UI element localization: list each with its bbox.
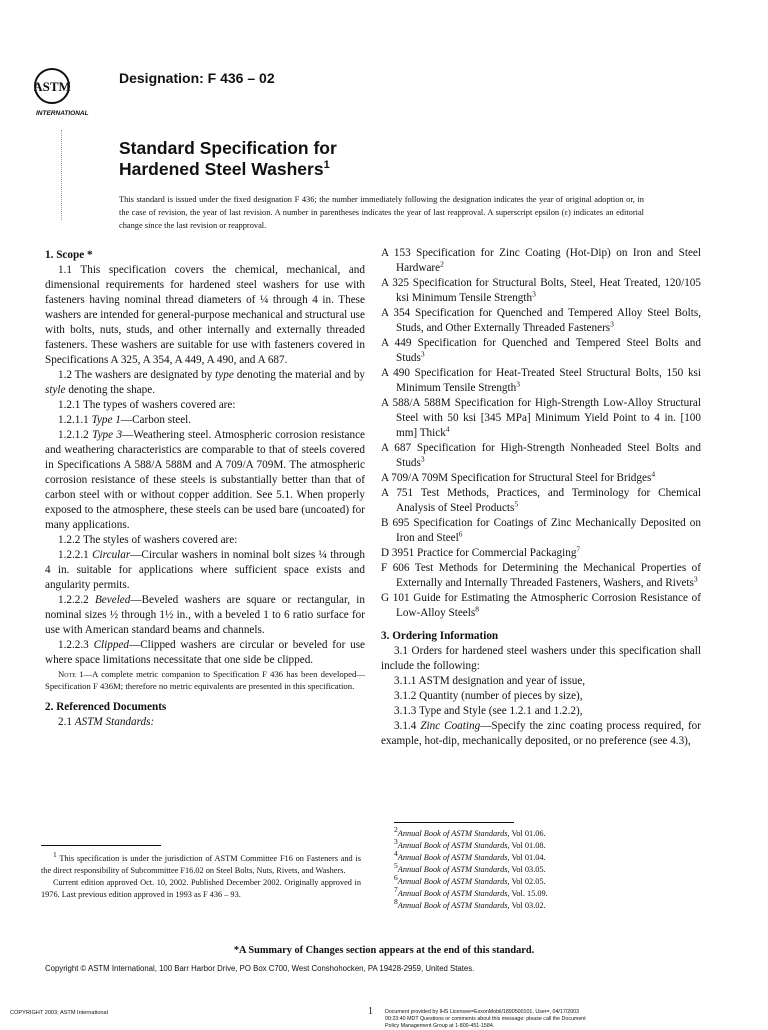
footnote-5: $^5$Annual Book of ASTM Standards, Vol 03.05. [394, 861, 546, 874]
reference-item: A 588/A 588M Specification for High-Strength Low-Alloy Structural Steel with 50 ksi [345 MPa] Minimum Yield Point to 4 in. [100 mm] Thick$^4$ [381, 397, 701, 439]
copyright-line: Copyright © ASTM International, 100 Barr Harbor Drive, PO Box C700, West Conshohocken, PA 19428-2959, United States. [45, 964, 475, 973]
intro-paragraph: This standard is issued under the fixed designation F 436; the number immediately following the designation indicates the year of original adoption or, in the case of revision, the year of last revision. A number in parentheses indicates the year of last reapproval. A superscript epsilon (ε) indicates an editorial change since the last revision or reapproval. [119, 195, 644, 230]
scope-heading: 1. Scope * [45, 249, 93, 261]
footnotes-right [394, 825, 594, 912]
footnotes-left [41, 850, 361, 901]
logo-international: INTERNATIONAL [36, 110, 89, 117]
reference-item: B 695 Specification for Coatings of Zinc Mechanically Deposited on Iron and Steel$^6$ [381, 517, 701, 544]
reference-item: D 3951 Practice for Commercial Packaging$^7$ [381, 544, 581, 559]
astm-logo [34, 66, 114, 118]
summary-notice: *A Summary of Changes section appears at the end of this standard. [233, 945, 535, 956]
para-1-2-2-3: 1.2.2.3 Clipped—Clipped washers are circular or beveled for use where space limitations necessitate that one side be clipped. [45, 639, 366, 666]
title-line-1: Standard Specification for [119, 138, 337, 158]
margin-rule [61, 130, 63, 220]
para-1-2-2-1: 1.2.2.1 Circular—Circular washers in nominal bolt sizes ¼ through 4 in. suitable for applications where sufficient space exists and angularity permits. [45, 549, 366, 591]
right-column [381, 246, 701, 749]
footnote-7: $^7$Annual Book of ASTM Standards, Vol. 15.09. [394, 885, 548, 898]
footnote-4: $^4$Annual Book of ASTM Standards, Vol 01.04. [394, 849, 546, 862]
footnote-6: $^6$Annual Book of ASTM Standards, Vol 02.05. [394, 873, 546, 886]
page-title [119, 138, 337, 180]
ordering-heading: 3. Ordering Information [381, 630, 499, 642]
footnote-1-approval: Current edition approved Oct. 10, 2002. Published December 2002. Originally approved in 1976. Last previous edition approved in 1993 as F 436 – 93. [41, 878, 361, 899]
referenced-documents-heading: 2. Referenced Documents [45, 701, 167, 713]
para-1-2-1: 1.2.1 The types of washers covered are: [58, 399, 236, 411]
note-1: Note 1—A complete metric companion to Specification F 436 has been developed—Specification F 436M; therefore no metric equivalents are presented in this specification. [45, 669, 365, 691]
reference-item: A 354 Specification for Quenched and Tempered Alloy Steel Bolts, Studs, and Other Externally Threaded Fasteners$^3$ [381, 307, 701, 334]
copyright-stamp: COPYRIGHT 2003; ASTM International [10, 1010, 108, 1016]
reference-item: A 687 Specification for High-Strength Nonheaded Steel Bolts and Studs$^3$ [381, 442, 701, 469]
para-3-1-4: 3.1.4 Zinc Coating—Specify the zinc coating process required, for example, hot-dip, mechanically deposited, or no preference (see 4.3), [381, 720, 701, 747]
title-footnote-ref: 1 [323, 159, 330, 172]
reference-item: A 153 Specification for Zinc Coating (Hot-Dip) on Iron and Steel Hardware$^2$ [381, 247, 701, 274]
para-1-1: 1.1 This specification covers the chemical, mechanical, and dimensional requirements for hardened steel washers for use with fasteners having nominal thread diameters of ¼ through 4 in. These washers are intended for general-purpose mechanical and structural use with bolts, nuts, studs, and other internally and externally threaded fasteners. These washers are suitable for use with fasteners covered in Specifications A 325, A 354, A 449, A 490, and A 687. [45, 264, 365, 366]
logo-letters: ASTM [34, 79, 71, 94]
reference-item: A 490 Specification for Heat-Treated Steel Structural Bolts, 150 ksi Minimum Tensile Strength$^3$ [381, 367, 701, 394]
para-3-1-1: 3.1.1 ASTM designation and year of issue, [394, 675, 586, 687]
para-3-1-3: 3.1.3 Type and Style (see 1.2.1 and 1.2.2), [394, 705, 583, 717]
page-number: 1 [368, 1006, 373, 1017]
reference-item: A 325 Specification for Structural Bolts, Steel, Heat Treated, 120/105 ksi Minimum Tensile Strength$^3$ [381, 277, 701, 304]
reference-item: F 606 Test Methods for Determining the Mechanical Properties of Externally and Internally Threaded Fasteners, Washers, and Rivets$^3$ [381, 562, 701, 589]
license-notice: Document provided by IHS Licensee=ExxonMobil/1890500101, User=, 04/17/2003 00:23:40 MDT Questions or comments about this message: please call the Document Policy Management Group at 1-800-451-1584. [385, 1009, 586, 1029]
footnote-8: $^8$Annual Book of ASTM Standards, Vol 03.02. [394, 897, 546, 910]
para-1-2-2: 1.2.2 The styles of washers covered are: [58, 534, 238, 546]
reference-item: G 101 Guide for Estimating the Atmospheric Corrosion Resistance of Low-Alloy Steels$^8$ [381, 592, 701, 619]
para-1-2-2-2: 1.2.2.2 Beveled—Beveled washers are square or rectangular, in nominal sizes ½ through 1½ in., with a beveled 1 to 6 ratio surface for use with American standard beams and channels. [45, 594, 365, 636]
reference-item: A 709/A 709M Specification for Structural Steel for Bridges$^4$ [381, 469, 656, 484]
reference-list [381, 246, 701, 621]
left-column [45, 248, 365, 730]
para-1-2-1-1: 1.2.1.1 Type 1—Carbon steel. [58, 414, 192, 426]
footnote-rule-right [394, 822, 514, 823]
designation: Designation: F 436 – 02 [119, 70, 275, 86]
footnote-1: $^1$ This specification is under the jurisdiction of ASTM Committee F16 on Fasteners and is the direct responsibility of Subcommittee F16.02 on Steel Bolts, Nuts, Rivets, and Washers. [41, 850, 361, 875]
footnote-2: $^2$Annual Book of ASTM Standards, Vol 01.06. [394, 825, 546, 838]
para-3-1: 3.1 Orders for hardened steel washers under this specification shall include the following: [381, 645, 701, 672]
para-2-1: 2.1 ASTM Standards: [58, 716, 155, 728]
reference-item: A 449 Specification for Quenched and Tempered Steel Bolts and Studs$^3$ [381, 337, 701, 364]
footnote-3: $^3$Annual Book of ASTM Standards, Vol 01.08. [394, 837, 546, 850]
footnote-rule-left [41, 845, 161, 846]
para-3-1-2: 3.1.2 Quantity (number of pieces by size), [394, 690, 583, 702]
reference-item: A 751 Test Methods, Practices, and Terminology for Chemical Analysis of Steel Products$^5$ [381, 487, 701, 514]
para-1-2: 1.2 The washers are designated by type denoting the material and by style denoting the shape. [45, 369, 366, 396]
para-1-2-1-2: 1.2.1.2 Type 3—Weathering steel. Atmospheric corrosion resistance and weathering characteristics are comparable to that of steels covered in Specifications A 588/A 588M and A 709/A 709M. The atmospheric corrosion resistance of these steels is substantially better than that of carbon steel with or without copper addition. See 5.1. When properly exposed to the atmosphere, these steels can be used bare (uncoated) for many applications. [45, 429, 365, 531]
title-line-2: Hardened Steel Washers [119, 159, 324, 179]
